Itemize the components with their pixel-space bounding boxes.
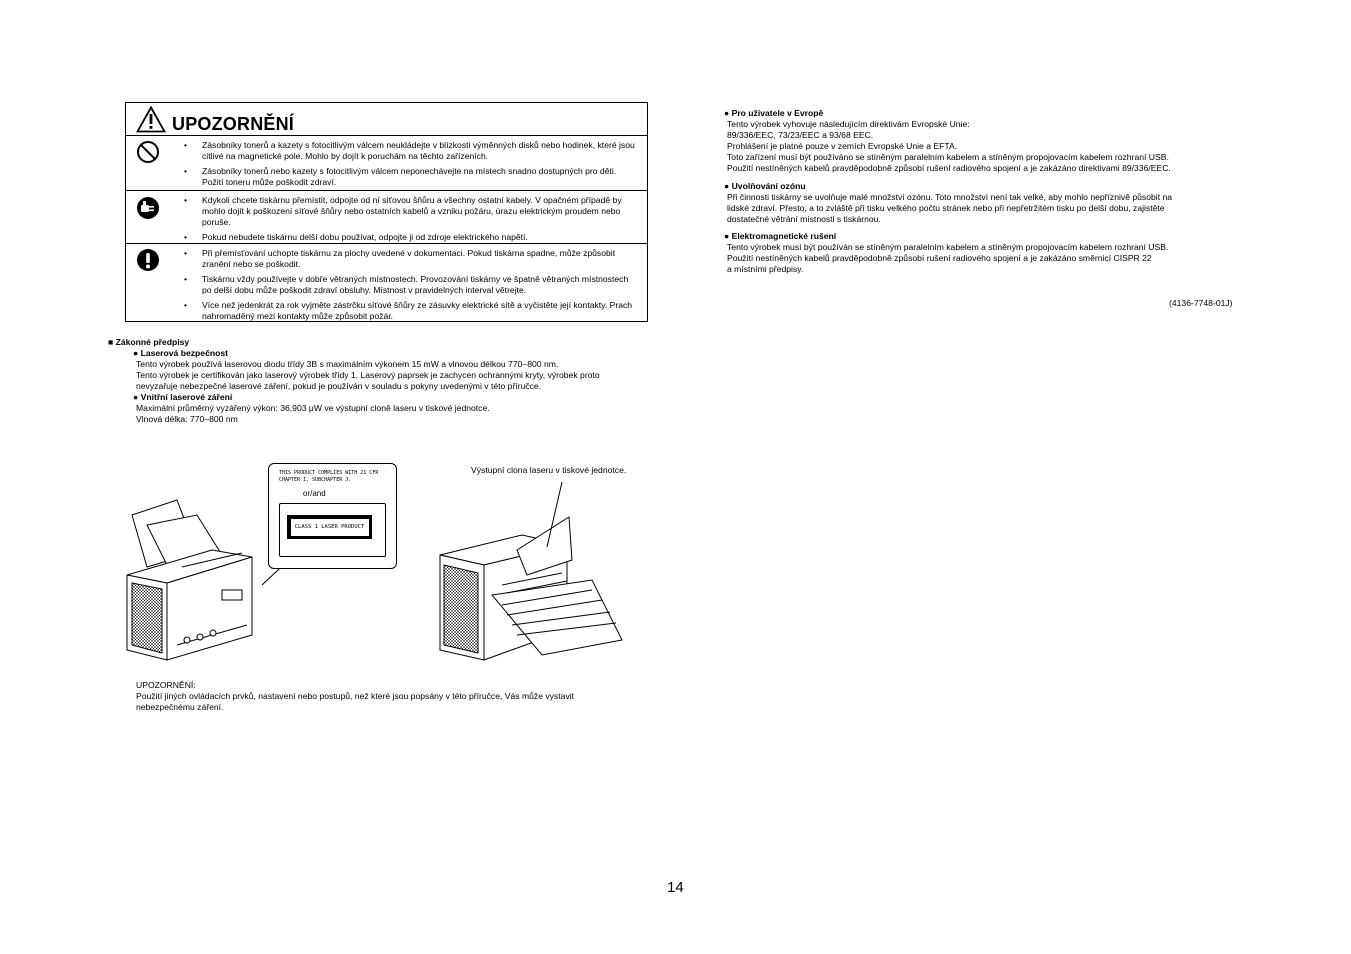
text-line: Použití nestíněných kabelů pravděpodobně způsobí rušení radiového spojení a je zakázáno směrnicí CISPR 22 — [727, 253, 1152, 263]
list-item: • Při přemísťování uchopte tiskárnu za plochy uvedené v dokumentaci. Pokud tiskárna spadne, může způsobit zranění nebo se poškodit. — [184, 248, 635, 270]
internal-radiation-text — [136, 403, 490, 425]
text-line: a místními předpisy. — [727, 264, 804, 274]
europe-heading: ● Pro uživatele v Evropě — [724, 108, 823, 119]
laser-safety-heading: ● Laserová bezpečnost — [133, 348, 228, 359]
text-line: THIS PRODUCT COMPLIES WITH 21 CFR — [279, 470, 379, 476]
warning-box — [125, 102, 648, 322]
ozone-text — [727, 192, 1172, 225]
prohibition-icon — [136, 140, 160, 164]
warning-header — [126, 103, 647, 136]
text-line: dostatečné větrání místnosti s tiskárnou. — [727, 214, 881, 224]
aperture-caption: Výstupní clona laseru v tiskové jednotce. — [471, 465, 627, 475]
caution-title: UPOZORNĚNÍ: — [136, 680, 196, 690]
regulations-heading: ■ Zákonné předpisy — [108, 337, 189, 348]
warning-title: UPOZORNĚNÍ — [172, 114, 295, 134]
text-line: nebezpečnému záření. — [136, 702, 224, 712]
warning-row-handling — [126, 244, 647, 321]
class-label-plate — [287, 515, 372, 539]
text-line: 89/336/EEC, 73/23/EEC a 93/68 EEC. — [727, 130, 874, 140]
emc-heading: ● Elektromagnetické rušení — [724, 231, 836, 242]
list-item: • Tiskárnu vždy používejte v dobře větraných místnostech. Provozování tiskárny ve špatně větraných místnostech po delší dobu může poškodit zdraví obsluhy. Místnost v pravidelných interval větrejte. — [184, 274, 635, 296]
class-label-text: CLASS 1 LASER PRODUCT — [291, 519, 369, 536]
text-line: Při činnosti tiskárny se uvolňuje malé množství ozónu. Toto množství není tak velké, aby mohlo nepříznivě působit na — [727, 192, 1173, 202]
text-line: CHAPTER I, SUBCHAPTER J. — [279, 477, 352, 483]
text-line: Tento výrobek používá laserovou diodu třídy 3B s maximálním výkonem 15 mW a vlnovou délkou 770–800 nm. — [136, 359, 559, 369]
label-or-and: or/and — [303, 489, 326, 498]
text-line: Použití jiných ovládacích prvků, nastavení nebo postupů, než které jsou popsány v této příručce, Vás může vystavit — [136, 691, 575, 701]
text-line: Prohlášení je platné pouze v zemích Evropské Unie a EFTA. — [727, 141, 958, 151]
emc-text — [727, 242, 1168, 275]
warning-triangle-icon — [136, 106, 166, 133]
certification-label — [268, 463, 397, 569]
list-item: • Více než jedenkrát za rok vyjměte zástrčku síťové šňůry ze zásuvky elektrické sítě a vyčistěte její kontakty. Prach nahromaděný mezi kontakty může způsobit požár. — [184, 300, 635, 322]
document-code: (4136-7748-01J) — [1169, 298, 1233, 308]
class-label-frame — [279, 503, 386, 557]
label-compliance-text — [279, 470, 378, 484]
ozone-heading: ● Uvolňování ozónu — [724, 181, 806, 192]
unplug-icon — [136, 196, 160, 220]
text-line: Použití nestíněných kabelů pravděpodobně způsobí rušení radiového spojení a je zakázáno direktivami 89/336/EEC. — [727, 163, 1171, 173]
internal-radiation-heading: ● Vnitřní laserové záření — [133, 392, 232, 403]
printer-right — [440, 517, 622, 660]
warning-items — [184, 248, 635, 326]
laser-safety-text — [136, 359, 600, 392]
warning-items — [184, 140, 635, 192]
text-line: Tento výrobek je certifikován jako laserový výrobek třídy 1. Laserový paprsek je zachycen ochrannými kryty, výrobek proto — [136, 370, 600, 380]
printer-left — [127, 500, 252, 660]
text-line: Tento výrobek vyhovuje následujícím direktivám Evropské Unie: — [727, 119, 970, 129]
list-item: • Zásobníky tonerů a kazety s fotocitlivým válcem neukládejte v blízkosti výměnných disků nebo hodinek, které jsou citlivé na magnetické pole. Mohlo by dojít k poruchám na těchto zařízeních. — [184, 140, 635, 162]
list-item: • Pokud nebudete tiskárnu delší dobu používat, odpojte ji od zdroje elektrického napětí. — [184, 232, 635, 243]
warning-row-storage — [126, 136, 647, 191]
page-number: 14 — [667, 879, 684, 896]
list-item: • Zásobníky tonerů nebo kazety s fotocitlivým válcem neponechávejte na místech snadno dostupných pro děti. Požití toneru může poškodit zdraví. — [184, 166, 635, 188]
text-line: Vlnová délka: 770–800 nm — [136, 414, 238, 424]
text-line: Maximální průměrný vyzářený výkon: 36,903 μW ve výstupní cloně laseru v tiskové jednotce. — [136, 403, 490, 413]
warning-items — [184, 195, 635, 247]
text-line: Tento výrobek musí být používán se stíněným paralelním kabelem a stíněným propojovacím kabelem rozhraní USB. — [727, 242, 1169, 252]
list-item: • Kdykoli chcete tiskárnu přemístit, odpojte od ní síťovou šňůru a všechny ostatní kabely. V opačném případě by mohlo dojít k poškození síťové šňůry nebo ostatních kabelů a vzniku požáru, úrazu elektrickým proudem nebo poruše. — [184, 195, 635, 228]
warning-row-unplug — [126, 191, 647, 244]
mandatory-exclamation-icon — [136, 248, 160, 272]
text-line: lidské zdraví. Přesto, a to zvláště při tisku velkého počtu stránek nebo při nepřetržitém tisku po delší dobu, zajistěte — [727, 203, 1165, 213]
caution-text — [136, 691, 574, 713]
text-line: nevyzařuje nebezpečné laserové záření, pokud je používán v souladu s pokyny uvedenými v této příručce. — [136, 381, 542, 391]
text-line: Toto zařízení musí být používáno se stíněným paralelním kabelem a stíněným propojovacím kabelem rozhraní USB. — [727, 152, 1169, 162]
europe-text — [727, 119, 1171, 174]
